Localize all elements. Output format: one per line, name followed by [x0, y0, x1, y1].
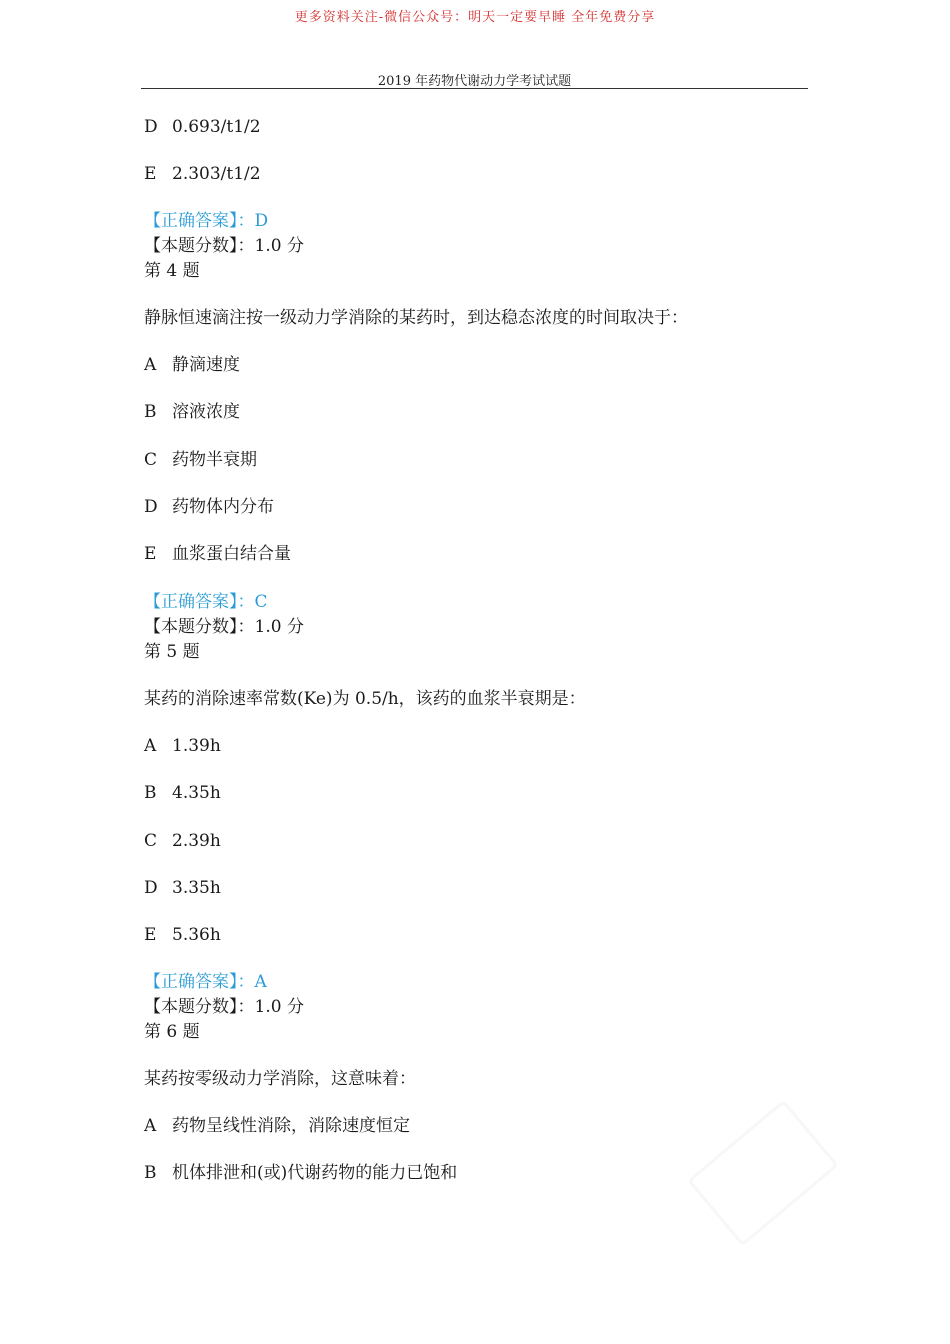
option-text: 药物半衰期 — [172, 450, 257, 470]
option-letter: C — [144, 831, 158, 851]
option-text: 静滴速度 — [172, 355, 240, 375]
option-row — [144, 782, 221, 804]
option-letter: A — [144, 1116, 157, 1136]
option-row — [144, 496, 274, 518]
option-letter: B — [144, 783, 157, 803]
option-row — [144, 1115, 410, 1137]
option-letter: A — [144, 736, 157, 756]
option-letter: D — [144, 878, 158, 898]
option-letter: C — [144, 450, 158, 470]
option-letter: E — [144, 544, 157, 564]
option-row — [144, 449, 257, 471]
option-text: 1.39h — [172, 736, 221, 756]
option-letter: A — [144, 355, 157, 375]
option-row — [144, 1162, 457, 1184]
option-text: 2.303/t1/2 — [172, 164, 261, 184]
question-number: 第 5 题 — [144, 642, 200, 662]
option-row — [144, 830, 221, 852]
option-letter: B — [144, 1163, 157, 1183]
correct-answer: 【正确答案】：D — [144, 211, 269, 231]
question-number: 第 6 题 — [144, 1022, 200, 1042]
option-row — [144, 116, 261, 138]
option-letter: E — [144, 925, 157, 945]
document-header: 2019 年药物代谢动力学考试试题 — [377, 74, 572, 89]
option-letter: B — [144, 402, 157, 422]
question-stem: 某药的消除速率常数(Ke)为 0.5/h，该药的血浆半衰期是： — [144, 689, 586, 709]
option-row — [144, 354, 240, 376]
question-stem: 某药按零级动力学消除，这意味着： — [144, 1069, 416, 1089]
correct-answer: 【正确答案】：C — [144, 592, 268, 612]
option-text: 4.35h — [172, 783, 221, 803]
option-letter: E — [144, 164, 157, 184]
question-stem: 静脉恒速滴注按一级动力学消除的某药时，到达稳态浓度的时间取决于： — [144, 308, 688, 328]
option-row — [144, 401, 240, 423]
option-row — [144, 543, 291, 565]
question-score: 【本题分数】：1.0 分 — [144, 236, 304, 256]
option-text: 药物体内分布 — [172, 497, 274, 517]
option-row — [144, 163, 261, 185]
header-divider — [141, 88, 808, 89]
option-row — [144, 924, 221, 946]
option-text: 3.35h — [172, 878, 221, 898]
option-text: 溶液浓度 — [172, 402, 240, 422]
option-text: 5.36h — [172, 925, 221, 945]
question-number: 第 4 题 — [144, 261, 200, 281]
option-row — [144, 735, 221, 757]
question-score: 【本题分数】：1.0 分 — [144, 617, 304, 637]
option-text: 血浆蛋白结合量 — [172, 544, 291, 564]
option-text: 0.693/t1/2 — [172, 117, 261, 137]
option-row — [144, 877, 221, 899]
option-letter: D — [144, 497, 158, 517]
option-text: 2.39h — [172, 831, 221, 851]
option-letter: D — [144, 117, 158, 137]
option-text: 机体排泄和(或)代谢药物的能力已饱和 — [172, 1163, 458, 1183]
option-text: 药物呈线性消除，消除速度恒定 — [172, 1116, 410, 1136]
question-score: 【本题分数】：1.0 分 — [144, 997, 304, 1017]
watermark — [687, 1100, 839, 1247]
promo-banner: 更多资料关注-微信公众号：明天一定要早睡 全年免费分享 — [294, 10, 656, 25]
correct-answer: 【正确答案】：A — [144, 972, 267, 992]
